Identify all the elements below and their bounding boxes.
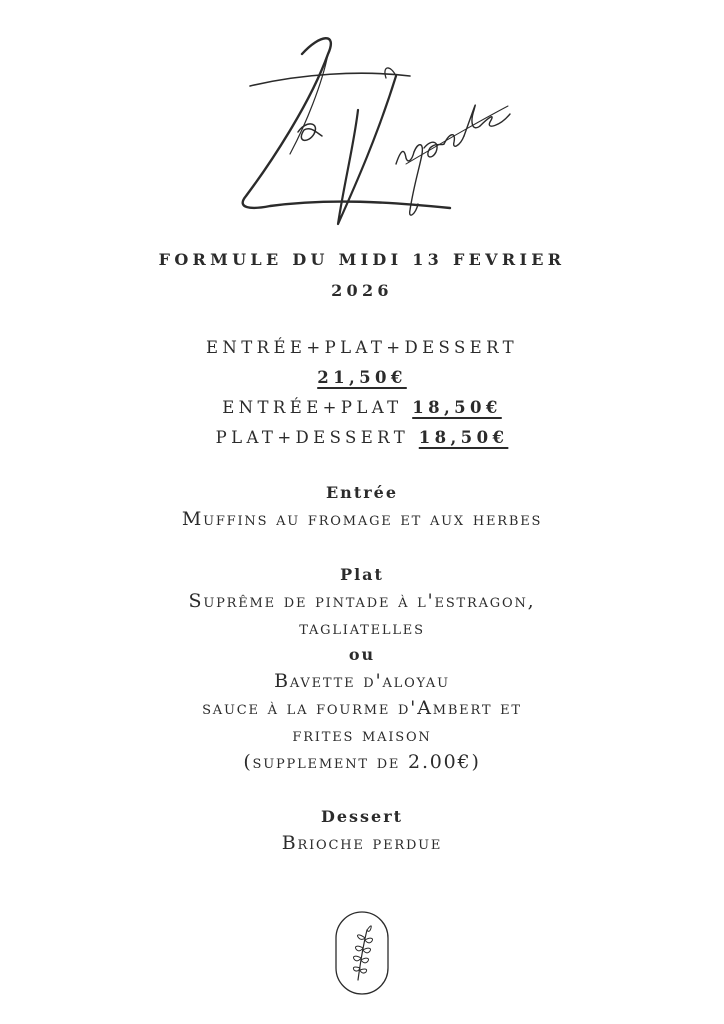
- plat-option-1-line-2: tagliatelles: [299, 617, 425, 639]
- entree-section: [0, 479, 724, 533]
- dessert-section: [0, 803, 724, 857]
- signature-logo-icon: [210, 14, 520, 236]
- formula-price: 21,50€: [317, 368, 407, 387]
- formula-plat-dessert: [0, 423, 724, 453]
- plat-option-2-line-2: sauce à la fourme d'Ambert et: [202, 697, 522, 719]
- plat-option-2-line-1: Bavette d'aloyau: [274, 670, 450, 692]
- formula-full-price-line: [0, 363, 724, 393]
- dessert-title: Dessert: [320, 807, 404, 826]
- dessert-dish: Brioche perdue: [281, 832, 443, 854]
- olive-branch-emblem-icon: [334, 910, 390, 996]
- plat-section: [0, 561, 724, 776]
- plat-or-label: ou: [348, 645, 376, 664]
- formula-entree-plat: [0, 393, 724, 423]
- heading-line-2: 2026: [331, 281, 393, 300]
- entree-title: Entrée: [325, 483, 398, 502]
- plat-option-2-line-4: (supplement de 2.00€): [243, 751, 481, 773]
- menu-heading: [0, 244, 724, 306]
- formula-label: PLAT+DESSERT: [215, 428, 410, 447]
- formula-price: 18,50€: [412, 398, 502, 417]
- plat-option-2-line-3: frites maison: [292, 724, 432, 746]
- plat-option-1-line-1: Suprême de pintade à l'estragon,: [188, 590, 536, 612]
- entree-dish: Muffins au fromage et aux herbes: [181, 508, 543, 530]
- formula-label: ENTRÉE+PLAT+DESSERT: [205, 338, 519, 357]
- formula-label: ENTRÉE+PLAT: [222, 398, 403, 417]
- la-virgule-logo: [210, 14, 520, 236]
- heading-line-1: FORMULE DU MIDI 13 FEVRIER: [158, 250, 566, 269]
- formula-list: [0, 333, 724, 453]
- formula-price: 18,50€: [418, 428, 509, 447]
- formula-full: [0, 333, 724, 363]
- plat-title: Plat: [340, 565, 384, 584]
